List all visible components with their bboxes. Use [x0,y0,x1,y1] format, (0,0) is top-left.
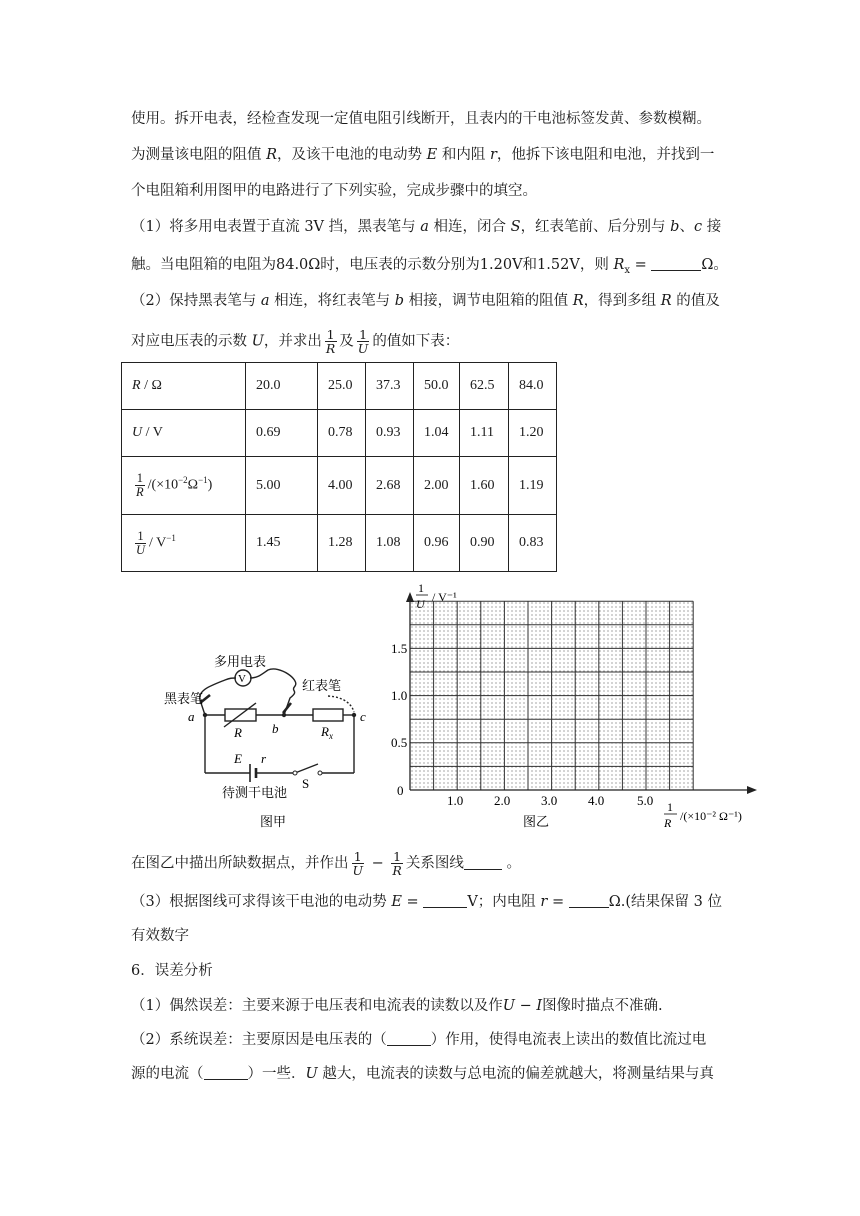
graph-answer-blank[interactable] [464,855,502,870]
current-comparison-blank[interactable] [204,1065,248,1080]
black-probe-label: 黑表笔 [164,691,204,706]
voltmeter-label: V [238,673,246,685]
table-cell: 0.93 [366,410,414,457]
table-row [122,457,557,515]
table-cell: 1.11 [460,410,509,457]
table-cell: 2.68 [366,457,414,515]
question-3-line-2: 有效数字 [131,928,189,944]
table-cell: 1.28 [318,515,366,572]
table-cell: 1.20 [509,410,557,457]
table-cell: 62.5 [460,363,509,410]
y-axis-label-den: U [416,597,425,611]
question-2-line-1: （2）保持黑表笔与 a 相连，将红表笔与 b 相接，调节电阻箱的阻值 R，得到多组 R 的值及 [131,293,720,309]
table-cell: 0.90 [460,515,509,572]
data-table [121,362,557,572]
table-cell: 37.3 [366,363,414,410]
table-cell: 1.08 [366,515,414,572]
table-cell: 50.0 [414,363,460,410]
resistor-rx-symbol [313,709,343,721]
table-cell: 5.00 [246,457,318,515]
error-analysis-line-3: 源的电流（ ）一些．U 越大，电流表的读数与总电流的偏差就越大，将测量结果与真 [131,1066,714,1082]
battery-label: 待测干电池 [222,785,288,800]
switch-label: S [302,776,310,791]
section-6-title: 6．误差分析 [131,963,213,979]
table-row [122,363,557,410]
error-analysis-line-2: （2）系统误差：主要原因是电压表的（ ）作用，使得电流表上读出的数值比流过电 [131,1032,707,1048]
y-tick: 1.5 [391,641,408,656]
error-analysis-line-1: （1）偶然误差：主要来源于电压表和电流表的读数以及作U − I图像时描点不准确. [131,998,663,1014]
header-r: R / Ω [122,363,246,410]
header-u: U / V [122,410,246,457]
table-row [122,410,557,457]
rx-answer-blank[interactable] [651,256,701,271]
internal-r-label: r [261,751,267,766]
table-cell: 1.19 [509,457,557,515]
paragraph-line-1: 使用。拆开电表，经检查发现一定值电阻引线断开，且表内的干电池标签发黄、参数模糊。 [131,111,711,127]
internal-resistance-answer-blank[interactable] [569,893,609,908]
table-cell: 84.0 [509,363,557,410]
table-row [122,515,557,572]
table-cell: 25.0 [318,363,366,410]
question-3-line-1: （3）根据图线可求得该干电池的电动势 E = V；内电阻 r = Ω.(结果保留 3 位 [131,894,722,910]
y-tick: 0 [397,783,404,798]
emf-answer-blank[interactable] [423,893,467,908]
table-cell: 1.04 [414,410,460,457]
fraction-one-over-r: $\frac{1}{R}$ [325,327,336,356]
table-cell: 1.60 [460,457,509,515]
x-axis-label-unit: /(×10⁻² Ω⁻¹) [680,809,742,823]
rheostat-label: R [234,725,242,740]
table-cell: 0.83 [509,515,557,572]
question-2-line-2: 对应电压表的示数 U，并求出 $\frac{1}{R}$ 及 $\frac{1}{U}$ 的值如下表： [131,327,460,356]
header-inverse-r: $\frac{1}{R}$ $/(\times 10^{-2}\Omega^{-1})$ [122,457,246,515]
x-axis-label-num: 1 [667,800,673,814]
red-probe-label: 红表笔 [302,678,342,693]
table-cell: 0.96 [414,515,460,572]
x-tick: 1.0 [447,793,464,808]
paragraph-line-2: 为测量该电阻的阻值 R，及该干电池的电动势 E 和内阻 r，他拆下该电阻和电池，并找到一 [131,147,715,163]
rx-label: $R_x$ [321,724,333,741]
emf-label: E [234,751,242,766]
circuit-diagram [150,640,380,835]
y-tick: 0.5 [391,735,408,750]
table-cell: 0.69 [246,410,318,457]
x-tick: 2.0 [494,793,511,808]
y-axis-label-unit: / V⁻¹ [432,590,457,604]
x-tick: 5.0 [637,793,654,808]
fraction-one-over-u: $\frac{1}{U}$ [357,327,369,356]
table-cell: 1.45 [246,515,318,572]
multimeter-label: 多用电表 [214,654,267,669]
y-tick: 1.0 [391,688,408,703]
table-cell: 2.00 [414,457,460,515]
node-c-label: c [360,709,366,724]
y-axis-label-num: 1 [418,582,424,595]
node-b-label: b [272,721,279,736]
question-1-line-2: 触。当电阻箱的电阻为84.0Ω时，电压表的示数分别为1.20V和1.52V，则 $R_x = \Omega$。 [131,257,728,276]
table-cell: 4.00 [318,457,366,515]
graph-grid [375,582,765,834]
x-tick: 4.0 [588,793,605,808]
table-cell: 0.78 [318,410,366,457]
voltmeter-effect-blank[interactable] [387,1031,431,1046]
x-axis-label-den: R [664,816,672,830]
node-a-label: a [188,709,195,724]
figure-b-caption: 图乙 [523,814,550,829]
table-cell: 20.0 [246,363,318,410]
header-inverse-u: $\frac{1}{U}$ / $V^{-1}$ [122,515,246,572]
question-1-line-1: （1）将多用电表置于直流 3V 挡，黑表笔与 a 相连，闭合 S，红表笔前、后分别与 b、c 接 [131,219,722,235]
figure-a-caption: 图甲 [260,814,287,829]
x-tick: 3.0 [541,793,558,808]
paragraph-line-3: 个电阻箱利用图甲的电路进行了下列实验，完成步骤中的填空。 [131,183,537,199]
plot-instruction-line: 在图乙中描出所缺数据点，并作出 $\frac{1}{U}$ − $\frac{1}{R}$ 关系图线 。 [131,849,521,878]
